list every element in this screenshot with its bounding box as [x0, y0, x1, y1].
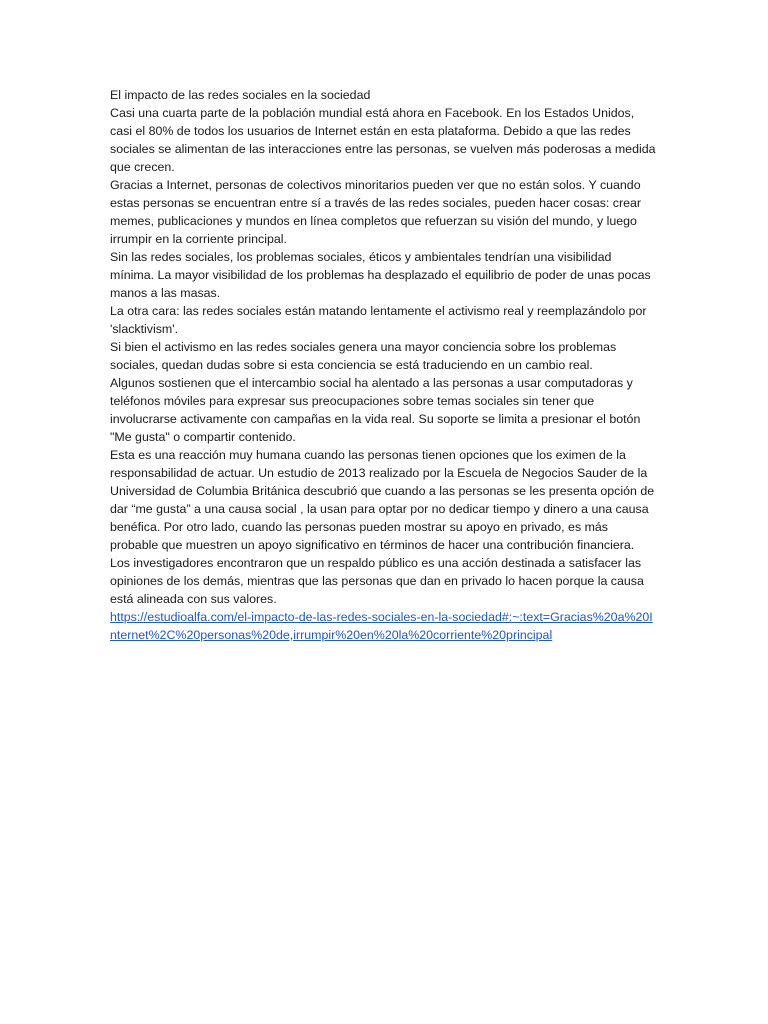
paragraph-8: Los investigadores encontraron que un respaldo público es una acción destinada a satisfacer las opiniones de los demás, mientras que las personas que dan en privado lo hacen porque la causa está alineada con sus valores.	[110, 556, 644, 606]
paragraph-4: La otra cara: las redes sociales están matando lentamente el activismo real y reemplazándolo por 'slacktivism'.	[110, 304, 647, 336]
paragraph-6: Algunos sostienen que el intercambio social ha alentado a las personas a usar computadoras y teléfonos móviles para expresar sus preocupaciones sobre temas sociales sin tener que involucrarse activamente con campañas en la vida real. Su soporte se limita a presionar el botón "Me gusta" o compartir contenido.	[110, 376, 641, 444]
paragraph-3: Sin las redes sociales, los problemas sociales, éticos y ambientales tendrían una visibilidad mínima. La mayor visibilidad de los problemas ha desplazado el equilibrio de poder de unas pocas manos a las masas.	[110, 250, 651, 300]
document-title: El impacto de las redes sociales en la sociedad	[110, 88, 371, 102]
document-body	[110, 86, 658, 644]
paragraph-7: Esta es una reacción muy humana cuando las personas tienen opciones que los eximen de la responsabilidad de actuar. Un estudio de 2013 realizado por la Escuela de Negocios Sauder de la Universidad de Columbia Británica descubrió que cuando a las personas se les presenta opción de dar “me gusta” a una causa social , la usan para optar por no dedicar tiempo y dinero a una causa benéfica. Por otro lado, cuando las personas pueden mostrar su apoyo en privado, es más probable que muestren un apoyo significativo en términos de hacer una contribución financiera.	[110, 448, 655, 552]
paragraph-1: Casi una cuarta parte de la población mundial está ahora en Facebook. En los Estados Unidos, casi el 80% de todos los usuarios de Internet están en esta plataforma. Debido a que las redes sociales se alimentan de las interacciones entre las personas, se vuelven más poderosas a medida que crecen.	[110, 106, 656, 174]
paragraph-5: Si bien el activismo en las redes sociales genera una mayor conciencia sobre los problemas sociales, quedan dudas sobre si esta conciencia se está traduciendo en un cambio real.	[110, 340, 617, 372]
paragraph-2: Gracias a Internet, personas de colectivos minoritarios pueden ver que no están solos. Y cuando estas personas se encuentran entre sí a través de las redes sociales, pueden hacer cosas: crear memes, publicaciones y mundos en línea completos que refuerzan su visión del mundo, y luego irrumpir en la corriente principal.	[110, 178, 642, 246]
source-link[interactable]: https://estudioalfa.com/el-impacto-de-las-redes-sociales-en-la-sociedad#:~:text=Gracias%20a%20Internet%2C%20personas%20de,irrumpir%20en%20la%20corriente%20principal	[110, 610, 653, 642]
